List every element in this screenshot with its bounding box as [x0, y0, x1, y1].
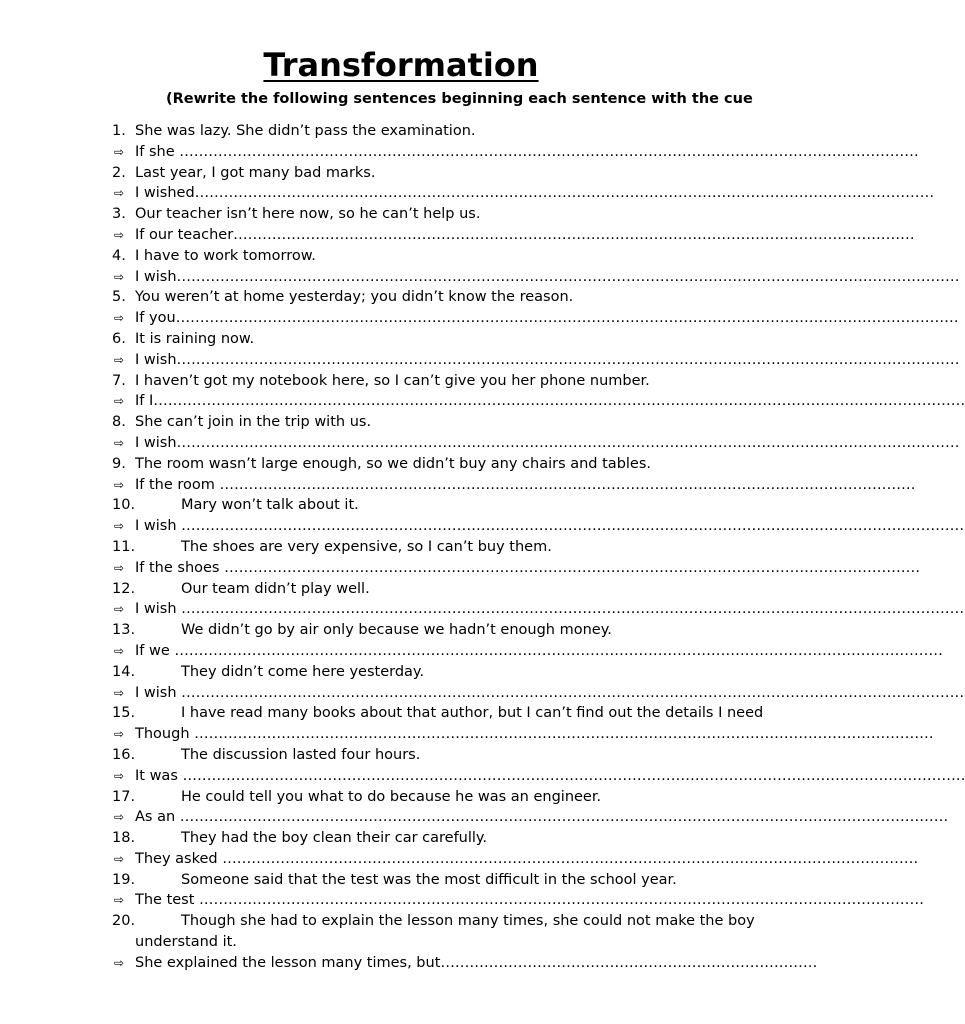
right-arrow-icon: ⇨ — [114, 560, 125, 575]
answer-row — [112, 599, 965, 620]
exercise-sentence-row — [112, 537, 768, 558]
exercise-sentence-row — [112, 828, 768, 849]
right-arrow-icon: ⇨ — [114, 435, 125, 450]
right-arrow-icon: ⇨ — [114, 519, 125, 534]
original-sentence: We didn’t go by air only because we hadn’t enough money. — [181, 622, 612, 639]
original-sentence: She was lazy. She didn’t pass the examination. — [135, 123, 476, 139]
answer-row — [112, 807, 949, 828]
answer-row — [112, 516, 965, 537]
answer-row — [112, 558, 921, 579]
original-sentence: She can’t join in the trip with us. — [135, 414, 372, 431]
exercise-sentence-continuation — [112, 932, 768, 953]
item-number: 13. — [112, 622, 136, 639]
exercise-sentence-row — [112, 703, 768, 724]
item-number: 18. — [112, 830, 136, 847]
answer-row — [112, 641, 943, 662]
answer-row — [112, 683, 965, 704]
exercise-sentence-row — [112, 911, 768, 932]
right-arrow-icon: ⇨ — [114, 955, 125, 970]
answer-cue-line[interactable]: They asked ……………………………………………………………………………………………………………………………… — [135, 850, 919, 867]
exercise-sentence-row — [112, 371, 768, 392]
exercise-sentence-row — [112, 620, 768, 641]
original-sentence: He could tell you what to do because he was an engineer. — [181, 788, 602, 805]
right-arrow-icon: ⇨ — [114, 768, 125, 783]
exercise-sentence-row — [112, 163, 768, 184]
item-number: 16. — [112, 746, 136, 763]
answer-cue-line[interactable]: She explained the lesson many times, but…………………………………………………………………… — [135, 954, 818, 971]
answer-cue-line[interactable]: If the shoes ……………………………………………………………………………………………………………………………… — [135, 559, 921, 576]
answer-cue-line[interactable]: If the room ……………………………………………………………………………………………………………………………… — [135, 476, 916, 493]
right-arrow-icon: ⇨ — [114, 477, 125, 492]
answer-cue-line[interactable]: If you……………………………………………………………………………………………………………………………………………… — [135, 310, 959, 327]
exercise-sentence-row — [112, 495, 768, 516]
right-arrow-icon: ⇨ — [114, 643, 125, 658]
right-arrow-icon: ⇨ — [114, 394, 125, 409]
item-number: 8. — [112, 414, 126, 431]
right-arrow-icon: ⇨ — [114, 893, 125, 908]
original-sentence: Our team didn’t play well. — [181, 580, 370, 597]
answer-cue-line[interactable]: As an …………………………………………………………………………………………………………………………………………… — [135, 809, 949, 826]
right-arrow-icon: ⇨ — [114, 810, 125, 825]
answer-row — [112, 183, 935, 204]
item-number: 14. — [112, 663, 136, 680]
exercise-sentence-row — [112, 329, 768, 350]
answer-row — [112, 267, 960, 288]
answer-row — [112, 433, 960, 454]
original-sentence: They had the boy clean their car carefully. — [181, 830, 488, 847]
answer-cue-line[interactable]: If our teacher…………………………………………………………………………………………………………………………… — [135, 226, 915, 243]
exercise-sentence-row — [112, 204, 768, 225]
exercise-sentence-row — [112, 579, 768, 600]
page-title: Transformation — [263, 46, 539, 84]
item-number: 17. — [112, 788, 136, 805]
answer-row — [112, 766, 965, 787]
answer-row — [112, 225, 915, 246]
exercise-sentence-row — [112, 870, 768, 891]
original-sentence: Someone said that the test was the most difficult in the school year. — [181, 871, 677, 888]
right-arrow-icon: ⇨ — [114, 227, 125, 242]
answer-row — [112, 890, 925, 911]
original-sentence-continued: understand it. — [135, 934, 237, 951]
answer-row — [112, 724, 934, 745]
item-number: 3. — [112, 206, 126, 223]
item-number: 10. — [112, 497, 136, 514]
answer-cue-line[interactable]: If she ……………………………………………………………………………………………………………………………………… — [135, 143, 919, 160]
item-number: 20. — [112, 913, 136, 930]
answer-row — [112, 953, 818, 974]
answer-cue-line[interactable]: If I…………………………………………………………………………………………………………………………………………………… — [135, 393, 965, 410]
answer-cue-line[interactable]: Though ……………………………………………………………………………………………………………………………………… — [135, 726, 934, 743]
answer-cue-line[interactable]: I wish……………………………………………………………………………………………………………………………………………… — [135, 351, 960, 368]
original-sentence: The discussion lasted four hours. — [181, 746, 421, 763]
answer-row — [112, 849, 919, 870]
answer-cue-line[interactable]: The test …………………………………………………………………………………………………………………………………… — [135, 892, 925, 909]
original-sentence: I have read many books about that author, but I can’t find out the details I need — [181, 705, 764, 722]
item-number: 15. — [112, 705, 136, 722]
exercise-sentence-row — [112, 454, 768, 475]
exercise-sentence-row — [112, 246, 768, 267]
original-sentence: The room wasn’t large enough, so we didn’t buy any chairs and tables. — [135, 455, 652, 472]
original-sentence: They didn’t come here yesterday. — [181, 663, 425, 680]
original-sentence: It is raining now. — [135, 330, 255, 347]
exercise-sentence-row — [112, 662, 768, 683]
right-arrow-icon: ⇨ — [114, 352, 125, 367]
answer-row — [112, 308, 959, 329]
item-number: 7. — [112, 372, 126, 389]
original-sentence: Our teacher isn’t here now, so he can’t help us. — [135, 206, 481, 223]
item-number: 11. — [112, 538, 136, 555]
answer-cue-line[interactable]: I wished……………………………………………………………………………………………………………………………………… — [135, 185, 935, 202]
item-number: 5. — [112, 289, 126, 306]
right-arrow-icon: ⇨ — [114, 144, 125, 159]
original-sentence: Though she had to explain the lesson many times, she could not make the boy — [181, 913, 755, 930]
original-sentence: I haven’t got my notebook here, so I can’t give you her phone number. — [135, 372, 650, 389]
original-sentence: I have to work tomorrow. — [135, 247, 316, 264]
exercise-sentence-row — [112, 745, 768, 766]
right-arrow-icon: ⇨ — [114, 311, 125, 326]
answer-row — [112, 142, 919, 163]
original-sentence: The shoes are very expensive, so I can’t buy them. — [181, 538, 552, 555]
answer-row — [112, 475, 916, 496]
exercise-sentence-row — [112, 287, 768, 308]
answer-cue-line[interactable]: I wish……………………………………………………………………………………………………………………………………………… — [135, 434, 960, 451]
exercise-list — [112, 121, 965, 974]
right-arrow-icon: ⇨ — [114, 727, 125, 742]
exercise-sentence-row — [112, 412, 768, 433]
right-arrow-icon: ⇨ — [114, 269, 125, 284]
item-number: 6. — [112, 330, 126, 347]
item-number: 12. — [112, 580, 136, 597]
right-arrow-icon: ⇨ — [114, 851, 125, 866]
answer-row — [112, 391, 965, 412]
answer-cue-line[interactable]: It was ……………………………………………………………………………………………………………………………………………… — [135, 767, 965, 784]
answer-cue-line[interactable]: I wish ……………………………………………………………………………………………………………………………………………… — [135, 684, 965, 701]
item-number: 9. — [112, 455, 126, 472]
item-number: 2. — [112, 164, 126, 181]
original-sentence: You weren’t at home yesterday; you didn’t know the reason. — [135, 289, 574, 306]
right-arrow-icon: ⇨ — [114, 685, 125, 700]
original-sentence: Mary won’t talk about it. — [181, 497, 359, 514]
answer-cue-line[interactable]: I wish ……………………………………………………………………………………………………………………………………………… — [135, 518, 965, 535]
right-arrow-icon: ⇨ — [114, 602, 125, 617]
answer-cue-line[interactable]: I wish……………………………………………………………………………………………………………………………………………… — [135, 268, 960, 285]
item-number: 19. — [112, 871, 136, 888]
exercise-sentence-row — [112, 121, 768, 142]
exercise-sentence-row — [112, 787, 768, 808]
item-number: 4. — [112, 247, 126, 264]
answer-row — [112, 350, 960, 371]
original-sentence: Last year, I got many bad marks. — [135, 164, 376, 181]
instructions: (Rewrite the following sentences beginning each sentence with the cue — [166, 91, 753, 107]
right-arrow-icon: ⇨ — [114, 186, 125, 201]
answer-cue-line[interactable]: If we …………………………………………………………………………………………………………………………………………… — [135, 642, 943, 659]
answer-cue-line[interactable]: I wish ……………………………………………………………………………………………………………………………………………… — [135, 601, 965, 618]
item-number: 1. — [112, 123, 126, 139]
